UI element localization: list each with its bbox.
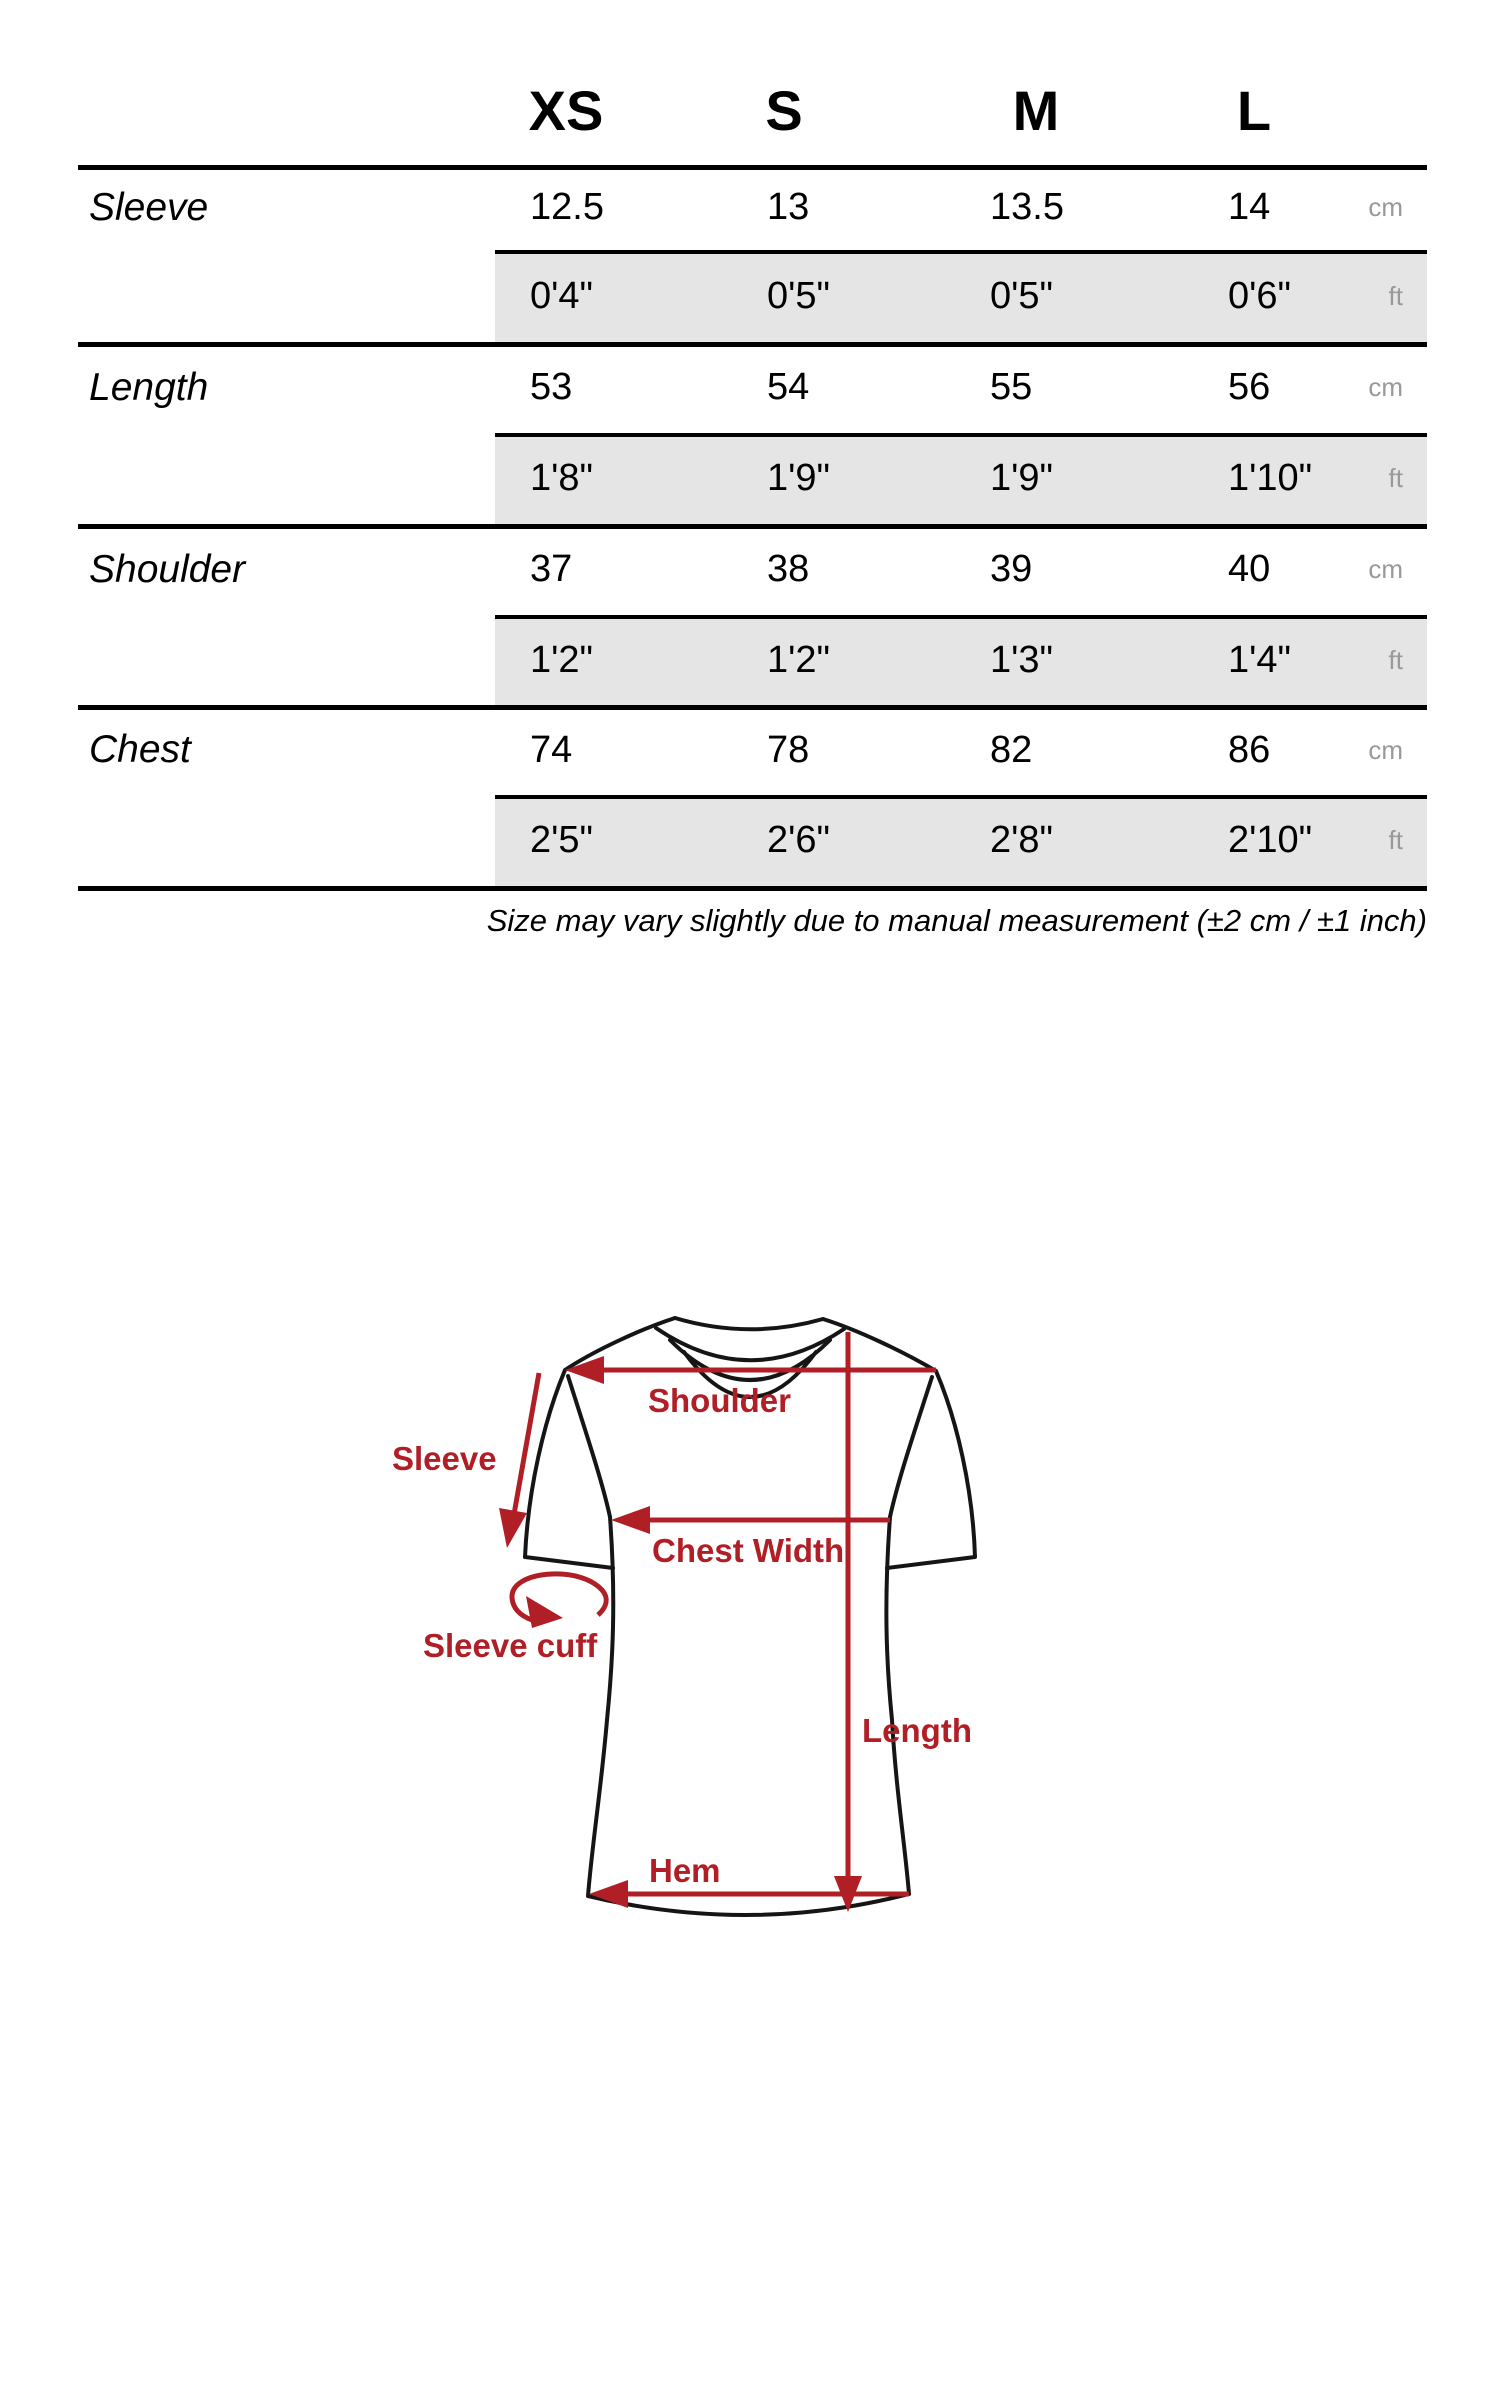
column-header-m: M <box>1012 78 1060 142</box>
tshirt-left-sleeve-outline <box>525 1318 675 1568</box>
cell-sleeve-s-cm: 13 <box>767 186 810 228</box>
cell-length-s-ft: 1'9" <box>767 457 831 499</box>
cell-shoulder-m-cm: 39 <box>990 548 1033 590</box>
cell-chest-m-cm: 82 <box>990 728 1033 771</box>
cell-length-s-cm: 54 <box>767 366 810 408</box>
diagram-label-hem: Hem <box>649 1852 721 1889</box>
tshirt-measurement-diagram <box>380 1270 1080 1970</box>
cell-sleeve-l-ft: 0'6" <box>1228 274 1292 317</box>
sleeve-arrow-line <box>513 1373 539 1520</box>
cell-sleeve-l-cm: 14 <box>1228 186 1271 228</box>
cell-sleeve-s-ft: 0'5" <box>767 274 831 317</box>
cell-chest-m-ft: 2'8" <box>990 819 1054 861</box>
cell-chest-s-ft: 2'6" <box>767 819 831 861</box>
diagram-label-sleeve-cuff: Sleeve cuff <box>423 1627 598 1664</box>
row-label-length: Length <box>89 365 209 409</box>
tshirt-right-seam <box>890 1377 932 1517</box>
chest-arrowhead <box>611 1506 650 1534</box>
unit-label-ft: ft <box>1388 825 1403 855</box>
cell-shoulder-l-cm: 40 <box>1228 548 1271 590</box>
hem-arrowhead <box>589 1880 628 1908</box>
cell-chest-xs-cm: 74 <box>530 728 573 771</box>
cell-length-l-ft: 1'10" <box>1228 457 1313 499</box>
unit-label-ft: ft <box>1388 280 1403 311</box>
measurement-note: Size may vary slightly due to manual measurement (±2 cm / ±1 inch) <box>486 903 1427 938</box>
cell-chest-s-cm: 78 <box>767 728 810 771</box>
sleeve-cuff-loop <box>512 1574 606 1620</box>
cell-shoulder-m-ft: 1'3" <box>990 638 1054 681</box>
unit-label-ft: ft <box>1388 463 1403 493</box>
unit-label-cm: cm <box>1368 734 1403 765</box>
cell-length-m-cm: 55 <box>990 366 1033 408</box>
cell-shoulder-xs-ft: 1'2" <box>530 638 594 681</box>
tshirt-body-outline <box>588 1517 909 1915</box>
unit-label-cm: cm <box>1368 372 1403 402</box>
cell-length-l-cm: 56 <box>1228 366 1271 408</box>
cell-sleeve-m-ft: 0'5" <box>990 274 1054 317</box>
cell-length-xs-cm: 53 <box>530 366 573 408</box>
row-label-chest: Chest <box>89 728 191 771</box>
cell-length-m-ft: 1'9" <box>990 457 1054 499</box>
cell-shoulder-s-cm: 38 <box>767 548 810 590</box>
diagram-label-length: Length <box>862 1712 972 1749</box>
cell-chest-xs-ft: 2'5" <box>530 819 594 861</box>
diagram-label-chest-width: Chest Width <box>652 1532 845 1569</box>
cell-chest-l-cm: 86 <box>1228 728 1271 771</box>
cell-shoulder-s-ft: 1'2" <box>767 638 831 681</box>
row-label-shoulder: Shoulder <box>89 547 246 591</box>
column-header-l: L <box>1236 78 1272 142</box>
tshirt-back-collar <box>675 1318 823 1329</box>
cell-chest-l-ft: 2'10" <box>1228 819 1313 861</box>
cell-sleeve-m-cm: 13.5 <box>990 186 1064 228</box>
row-label-sleeve: Sleeve <box>89 185 209 229</box>
column-header-xs: XS <box>528 78 604 142</box>
unit-label-cm: cm <box>1368 192 1403 222</box>
cell-sleeve-xs-ft: 0'4" <box>530 274 594 317</box>
sleeve-arrowhead <box>499 1508 527 1548</box>
unit-label-ft: ft <box>1388 644 1403 675</box>
cell-shoulder-xs-cm: 37 <box>530 548 573 590</box>
sleeve-cuff-arrowhead <box>526 1596 563 1628</box>
cell-length-xs-ft: 1'8" <box>530 457 594 499</box>
tshirt-left-seam <box>568 1376 610 1517</box>
table-rule-bottom <box>78 886 1427 891</box>
column-header-s: S <box>765 78 803 142</box>
cell-shoulder-l-ft: 1'4" <box>1228 638 1292 681</box>
size-chart-table <box>0 0 1500 960</box>
unit-label-cm: cm <box>1368 554 1403 584</box>
diagram-label-shoulder: Shoulder <box>648 1382 792 1419</box>
cell-sleeve-xs-cm: 12.5 <box>530 186 604 228</box>
diagram-label-sleeve: Sleeve <box>392 1440 497 1477</box>
